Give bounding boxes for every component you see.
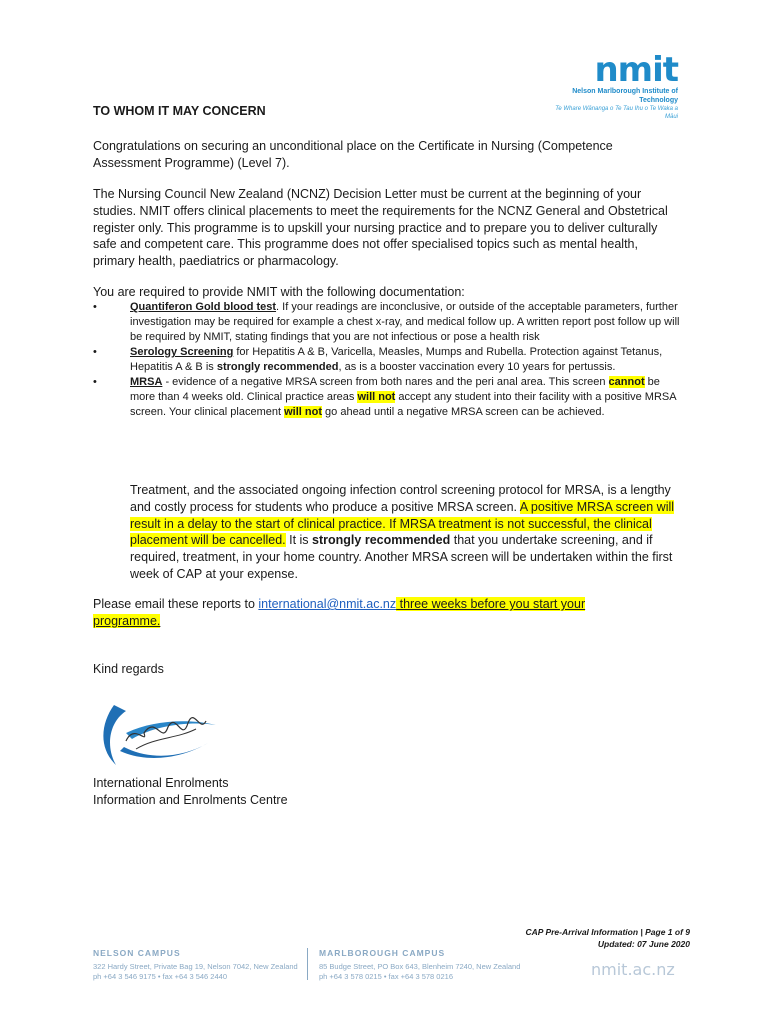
email-link[interactable]: international@nmit.ac.nz	[258, 597, 397, 611]
marlborough-campus-title: MARLBOROUGH CAMPUS	[319, 948, 446, 958]
serology-title: Serology Screening	[130, 346, 234, 358]
documentation-intro: You are required to provide NMIT with the following documentation:	[93, 285, 465, 299]
marlborough-campus-phone: ph +64 3 578 0215 • fax +64 3 578 0216	[319, 972, 453, 981]
serology-strongly-recommended: strongly recommended	[216, 361, 339, 373]
email-paragraph	[93, 596, 653, 630]
nelson-campus-phone: ph +64 3 546 9175 • fax +64 3 546 2440	[93, 972, 227, 981]
list-item-quantiferon	[93, 300, 683, 345]
treatment-paragraph	[130, 482, 682, 583]
quantiferon-text: . If your readings are inconclusive, or outside of the acceptable parameters, further investigation may be required for example a chest x-ray, and medical follow up. A written report post follow up will be required by NMIT, stating findings that you are not infectious or pose a health risk	[130, 301, 680, 343]
mrsa-text-2: be more than 4 weeks old. Clinical practice areas	[130, 376, 660, 403]
treatment-text-2: It is	[285, 533, 313, 548]
sign-off	[93, 775, 288, 809]
email-deadline: three weeks before you start your programme.	[93, 597, 586, 628]
mrsa-text: - evidence of a negative MRSA screen from both nares and the peri anal area. This screen	[162, 376, 609, 388]
nelson-campus-address: 322 Hardy Street, Private Bag 19, Nelson 7042, New Zealand	[93, 962, 298, 971]
quantiferon-title: Quantiferon Gold blood test	[130, 301, 277, 313]
treatment-text: Treatment, and the associated ongoing infection control screening protocol for MRSA, is a lengthy and costly process for students who produce a positive MRSA screen.	[130, 483, 671, 514]
sign-off-centre: Information and Enrolments Centre	[93, 792, 288, 807]
mrsa-text-3: accept any student into their facility with a positive MRSA screen. Your clinical placement	[130, 391, 676, 418]
bullet-icon: •	[93, 376, 97, 388]
updated-date: Updated: 07 June 2020	[597, 939, 690, 949]
marlborough-campus	[319, 948, 520, 982]
nelson-campus	[93, 948, 298, 982]
nmit-logo	[548, 50, 678, 121]
treatment-highlight: A positive MRSA screen will result in a delay to the start of clinical practice. If MRSA treatment is not successful, the clinical placement will be cancelled.	[130, 499, 675, 548]
logo-maori-name: Te Whare Wānanga o Te Tau Ihu o Te Waka a Māui	[555, 106, 678, 120]
congratulations-paragraph: Congratulations on securing an unconditional place on the Certificate in Nursing (Competence Assessment Programme) (Level 7).	[93, 139, 613, 170]
page-meta	[430, 926, 690, 950]
kind-regards: Kind regards	[93, 662, 164, 676]
mrsa-will-not-2: will not	[284, 406, 322, 418]
signature-swoosh-icon	[96, 693, 221, 771]
mrsa-text-4: go ahead until a negative MRSA screen can be achieved.	[321, 406, 605, 418]
mrsa-title: MRSA	[130, 376, 163, 388]
salutation: TO WHOM IT MAY CONCERN	[93, 104, 266, 118]
list-item-mrsa	[93, 375, 683, 420]
treatment-strongly-recommended: strongly recommended	[312, 533, 451, 548]
ncnz-paragraph: The Nursing Council New Zealand (NCNZ) Decision Letter must be current at the beginning of your studies. NMIT offers clinical placements to meet the requirements for the NCNZ General and Obstetrical register only. This programme is to upskill your nursing practice and to prepare you to deliver culturally safe and competent care. This programme does not offer specialised topics such as mental health, primary health, paediatrics or pharmacology.	[93, 187, 668, 269]
list-item-serology	[93, 345, 683, 375]
bullet-icon: •	[93, 301, 97, 313]
website-url[interactable]: nmit.ac.nz	[591, 960, 675, 979]
mrsa-will-not-1: will not	[357, 391, 396, 403]
footer-divider	[307, 948, 308, 980]
logo-wordmark: nmit	[594, 50, 678, 90]
serology-text-end: , as is a booster vaccination every 10 years for pertussis.	[338, 361, 616, 373]
marlborough-campus-address: 85 Budge Street, PO Box 643, Blenheim 7240, New Zealand	[319, 962, 521, 971]
documentation-list	[93, 300, 683, 420]
sign-off-team: International Enrolments	[93, 776, 229, 790]
mrsa-cannot: cannot	[608, 376, 645, 388]
page-info: CAP Pre-Arrival Information | Page 1 of 9	[525, 927, 690, 937]
nelson-campus-title: NELSON CAMPUS	[93, 948, 181, 958]
bullet-icon: •	[93, 346, 97, 358]
serology-text: for Hepatitis A & B, Varicella, Measles, Mumps and Rubella. Protection against Tetanus, Hepatitis A & B is	[130, 346, 663, 373]
treatment-text-3: that you undertake screening, and if required, treatment, in your home country. Another MRSA screen will be undertaken within the first week of CAP at your expense.	[130, 533, 673, 581]
email-prefix: Please email these reports to	[93, 597, 259, 611]
logo-institute-name: Nelson Marlborough Institute of Technology	[572, 88, 678, 104]
campus-footer	[93, 948, 683, 988]
